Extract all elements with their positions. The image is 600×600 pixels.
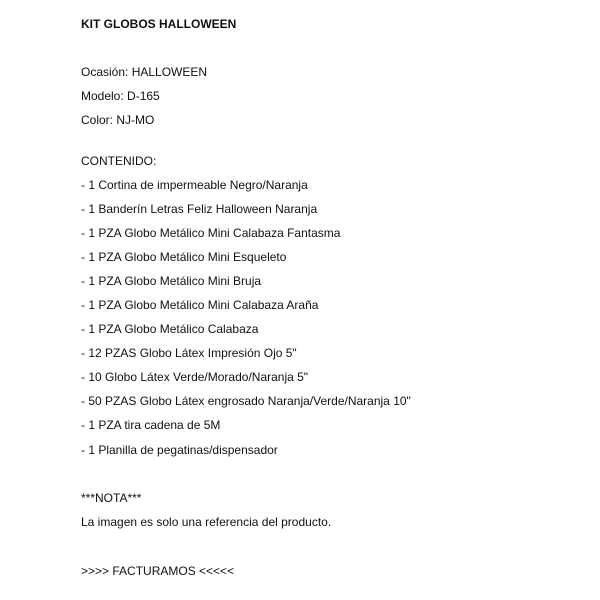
contents-item: - 12 PZAS Globo Látex Impresión Ojo 5" <box>81 346 297 360</box>
spec-model: Modelo: D-165 <box>81 89 160 103</box>
contents-item: - 1 PZA Globo Metálico Calabaza <box>81 322 259 336</box>
contents-item: - 1 PZA tira cadena de 5M <box>81 418 221 432</box>
contents-item: - 1 PZA Globo Metálico Mini Calabaza Fantasma <box>81 226 341 240</box>
contents-heading: CONTENIDO: <box>81 154 157 168</box>
contents-item: - 10 Globo Látex Verde/Morado/Naranja 5" <box>81 370 309 384</box>
contents-item: - 1 PZA Globo Metálico Mini Esqueleto <box>81 250 287 264</box>
contents-item: - 1 Planilla de pegatinas/dispensador <box>81 443 278 457</box>
note-text: La imagen es solo una referencia del producto. <box>81 515 332 529</box>
footer-billing: >>>> FACTURAMOS <<<<< <box>81 564 235 578</box>
product-title: KIT GLOBOS HALLOWEEN <box>81 17 237 31</box>
contents-item: - 1 Cortina de impermeable Negro/Naranja <box>81 178 308 192</box>
spec-color: Color: NJ-MO <box>81 113 155 127</box>
contents-item: - 1 PZA Globo Metálico Mini Calabaza Araña <box>81 298 319 312</box>
contents-item: - 1 PZA Globo Metálico Mini Bruja <box>81 274 262 288</box>
note-heading: ***NOTA*** <box>81 491 142 505</box>
spec-occasion: Ocasión: HALLOWEEN <box>81 65 208 79</box>
contents-item: - 1 Banderín Letras Feliz Halloween Naranja <box>81 202 318 216</box>
product-description <box>81 0 581 600</box>
contents-item: - 50 PZAS Globo Látex engrosado Naranja/Verde/Naranja 10" <box>81 394 411 408</box>
